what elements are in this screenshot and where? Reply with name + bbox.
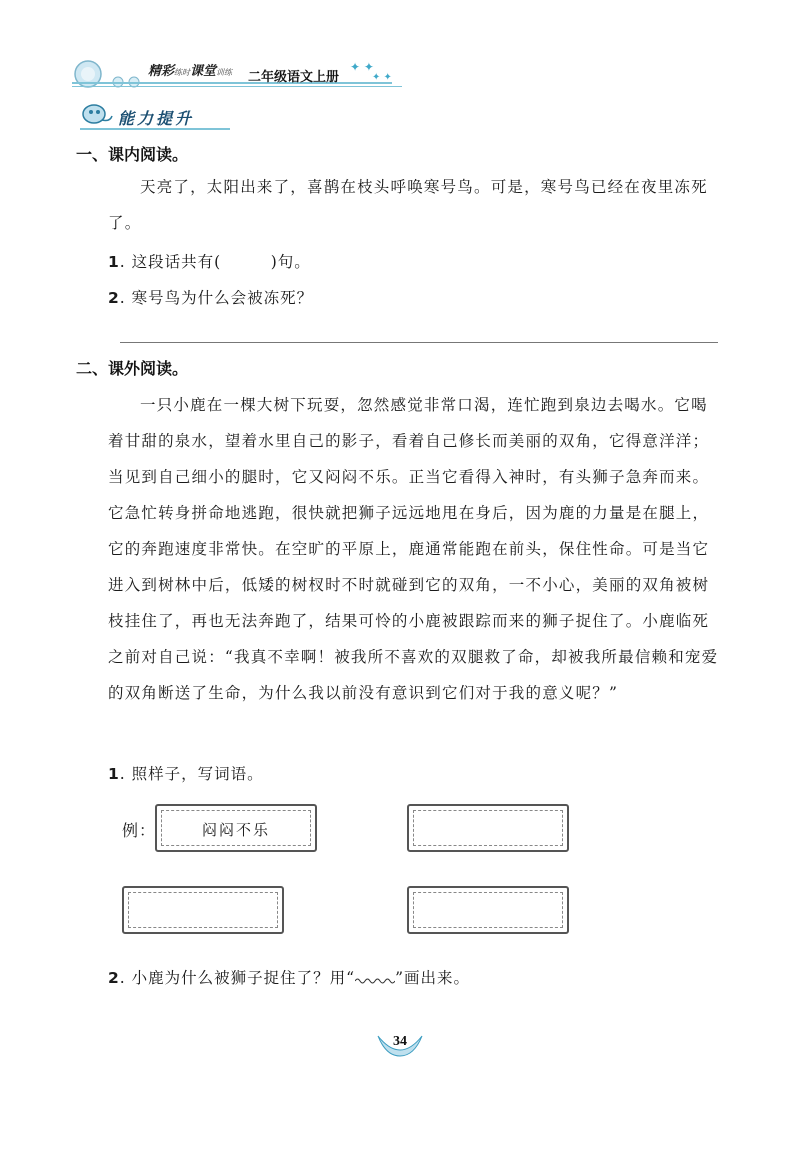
section-icon — [80, 102, 114, 128]
page-number: 34 — [393, 1034, 407, 1049]
part1-question-2: 2. 寒号鸟为什么会被冻死？ — [108, 289, 314, 307]
part1-question-1: 1. 这段话共有( )句。 — [108, 253, 311, 271]
word-answer-box-2[interactable] — [122, 886, 284, 934]
part2-question-2: 2. 小鹿为什么被狮子捉住了？用“ ”画出来。 — [108, 969, 471, 987]
section-underline — [80, 128, 230, 130]
part1-heading: 一、课内阅读。 — [76, 145, 189, 164]
star-icon: ✦ ✦ — [372, 72, 392, 83]
book-title: 二年级语文上册 — [248, 70, 340, 85]
brand-name: 精彩练时课堂训练 — [148, 64, 233, 79]
part2-passage: 一只小鹿在一棵大树下玩耍，忽然感觉非常口渴，连忙跑到泉边去喝水。它喝着甘甜的泉水，望着水里自己的影子，看着自己修长而美丽的双角，它得意洋洋；当见到自己细小的腿时，它又闷闷不乐。正当它看得入神时，有头狮子急奔而来。它急忙转身拼命地逃跑，很快就把狮子远远地甩在身后，因为鹿的力量是在腿上，它的奔跑速度非常快。在空旷的平原上，鹿通常能跑在前头，保住性命。可是当它进入到树林中后，低矮的树杈时不时就碰到它的双角，一不小心，美丽的双角被树枝挂住了，再也无法奔跑了，结果可怜的小鹿被跟踪而来的狮子捉住了。小鹿临死之前对自己说：“我真不幸啊！被我所不喜欢的双腿救了命，却被我所最信赖和宠爱的双角断送了生命，为什么我以前没有意识到它们对于我的意义呢？” — [108, 396, 719, 702]
header-logo — [72, 56, 152, 90]
wavy-line-icon — [355, 971, 395, 981]
word-answer-box-1[interactable] — [407, 804, 569, 852]
header-rule-thin — [72, 86, 402, 87]
part2-heading: 二、课外阅读。 — [76, 359, 189, 378]
star-icon: ✦ ✦ — [350, 60, 374, 74]
section-title: 能力提升 — [118, 109, 195, 128]
part1-passage: 天亮了，太阳出来了，喜鹊在枝头呼唤寒号鸟。可是，寒号鸟已经在夜里冻死了。 — [108, 178, 708, 232]
example-label: 例： — [122, 821, 157, 840]
example-word: 闷闷不乐 — [201, 821, 270, 839]
header-rule — [72, 82, 392, 84]
word-answer-box-3[interactable] — [407, 886, 569, 934]
answer-line[interactable] — [120, 342, 718, 343]
example-word-box — [155, 804, 317, 852]
part2-question-1: 1. 照样子，写词语。 — [108, 765, 264, 783]
